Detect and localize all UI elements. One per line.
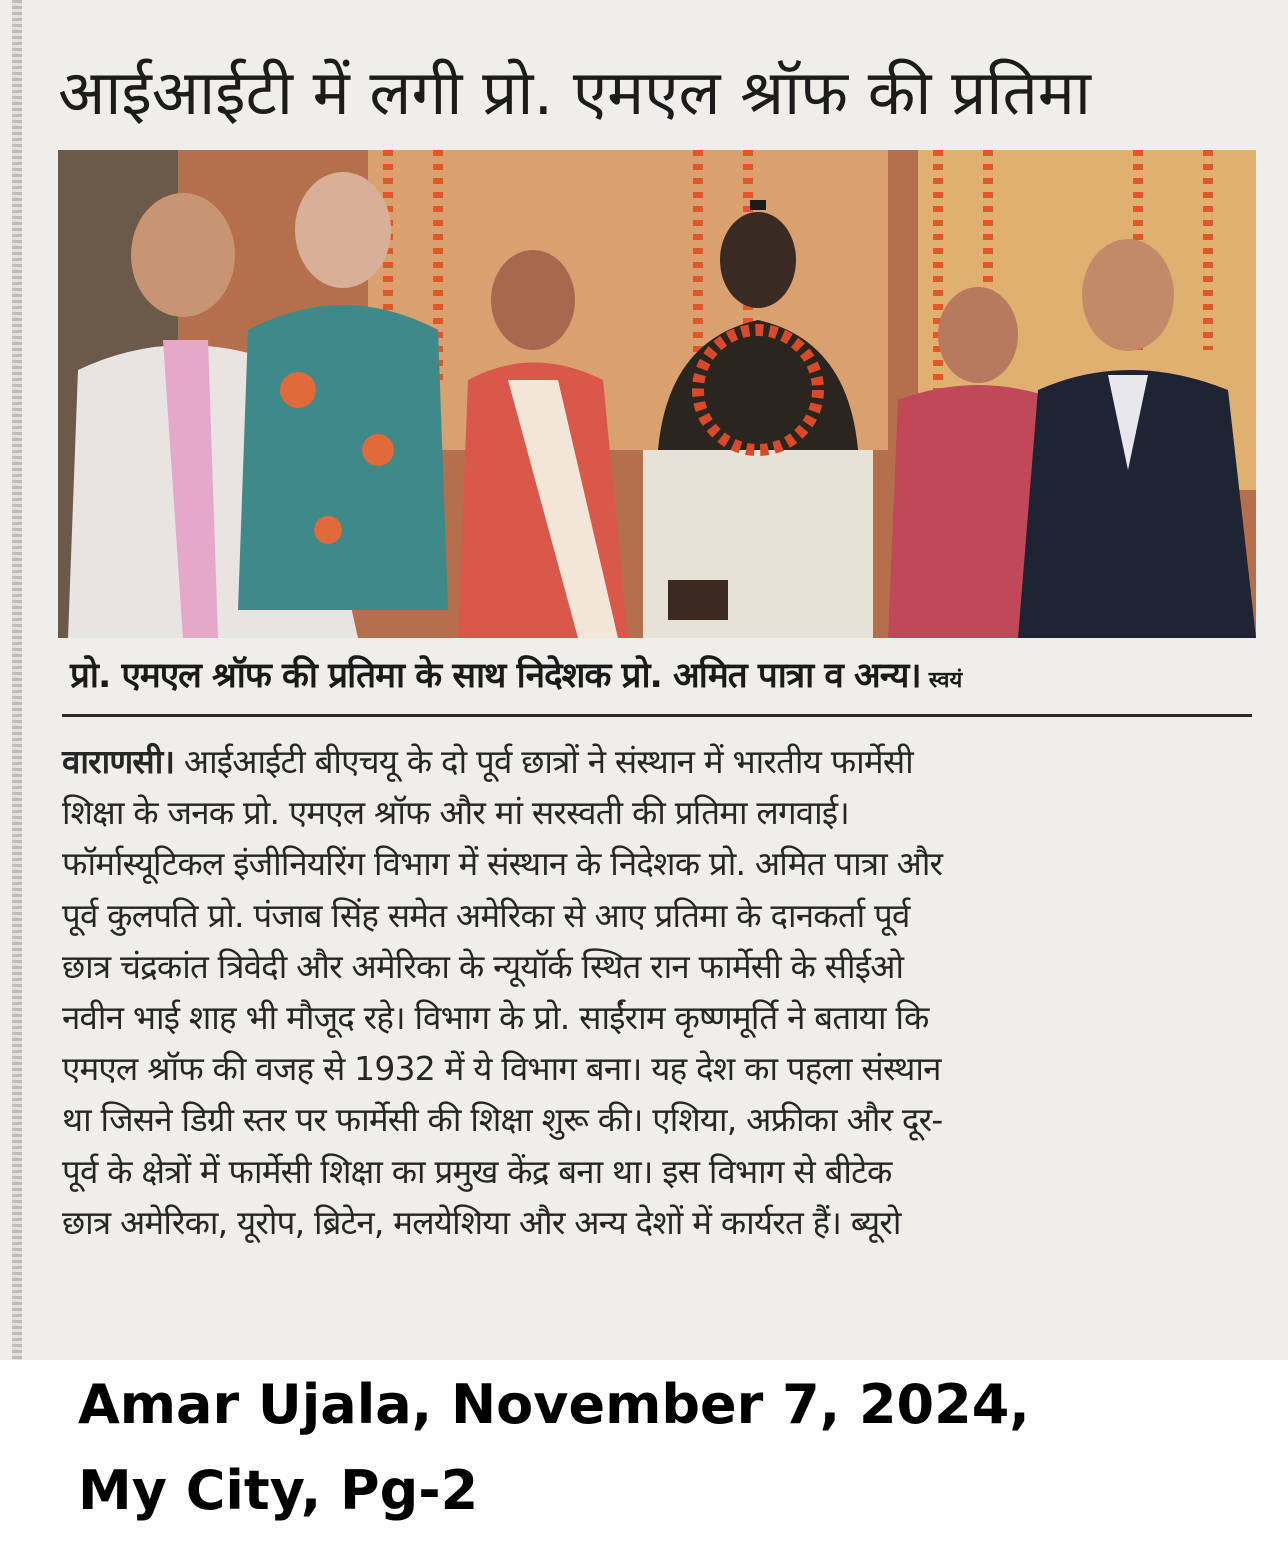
article-line-5: छात्र चंद्रकांत त्रिवेदी और अमेरिका के न्यूयॉर्क स्थित रान फार्मेसी के सीईओ <box>62 946 904 986</box>
article-line-3: फॉर्मास्यूटिकल इंजीनियरिंग विभाग में संस्थान के निदेशक प्रो. अमित पात्रा और <box>62 844 943 884</box>
article-line-7: एमएल श्रॉफ की वजह से 1932 में ये विभाग बना। यह देश का पहला संस्थान <box>62 1049 941 1089</box>
article-line-4: पूर्व कुलपति प्रो. पंजाब सिंह समेत अमेरिका से आए प्रतिमा के दानकर्ता पूर्व <box>62 895 910 935</box>
source-citation-line-2: My City, Pg-2 <box>78 1459 479 1522</box>
photo-caption: प्रो. एमएल श्रॉफ की प्रतिमा के साथ निदेशक प्रो. अमित पात्रा व अन्य। <box>70 656 921 696</box>
source-citation <box>78 1362 1228 1534</box>
article-line-1 <box>62 736 1252 787</box>
clipping-torn-edge <box>12 0 22 1360</box>
article-body <box>62 736 1252 1248</box>
caption-divider <box>62 714 1252 717</box>
article-dateline: वाराणसी। <box>62 742 175 781</box>
article-line-2: शिक्षा के जनक प्रो. एमएल श्रॉफ और मां सरस्वती की प्रतिमा लगवाई। <box>62 793 849 833</box>
article-line-text: आईआईटी बीएचयू के दो पूर्व छात्रों ने संस्थान में भारतीय फार्मेसी <box>174 742 913 781</box>
article-line-9: पूर्व के क्षेत्रों में फार्मेसी शिक्षा का प्रमुख केंद्र बना था। इस विभाग से बीटेक <box>62 1151 892 1191</box>
article-line-6: नवीन भाई शाह भी मौजूद रहे। विभाग के प्रो. साईंराम कृष्णमूर्ति ने बताया कि <box>62 997 929 1037</box>
news-photo <box>58 150 1256 638</box>
photo-caption-row <box>70 648 1256 704</box>
article-headline: आईआईटी में लगी प्रो. एमएल श्रॉफ की प्रतिमा <box>58 56 1091 129</box>
group-photo-with-statue-icon <box>58 150 1256 638</box>
source-citation-line-1: Amar Ujala, November 7, 2024, <box>78 1373 1030 1436</box>
photo-credit: स्वयं <box>928 668 963 693</box>
article-line-8: था जिसने डिग्री स्तर पर फार्मेसी की शिक्षा शुरू की। एशिया, अफ्रीका और दूर- <box>62 1100 943 1140</box>
article-line-10: छात्र अमेरिका, यूरोप, ब्रिटेन, मलयेशिया और अन्य देशों में कार्यरत हैं। ब्यूरो <box>62 1202 901 1242</box>
